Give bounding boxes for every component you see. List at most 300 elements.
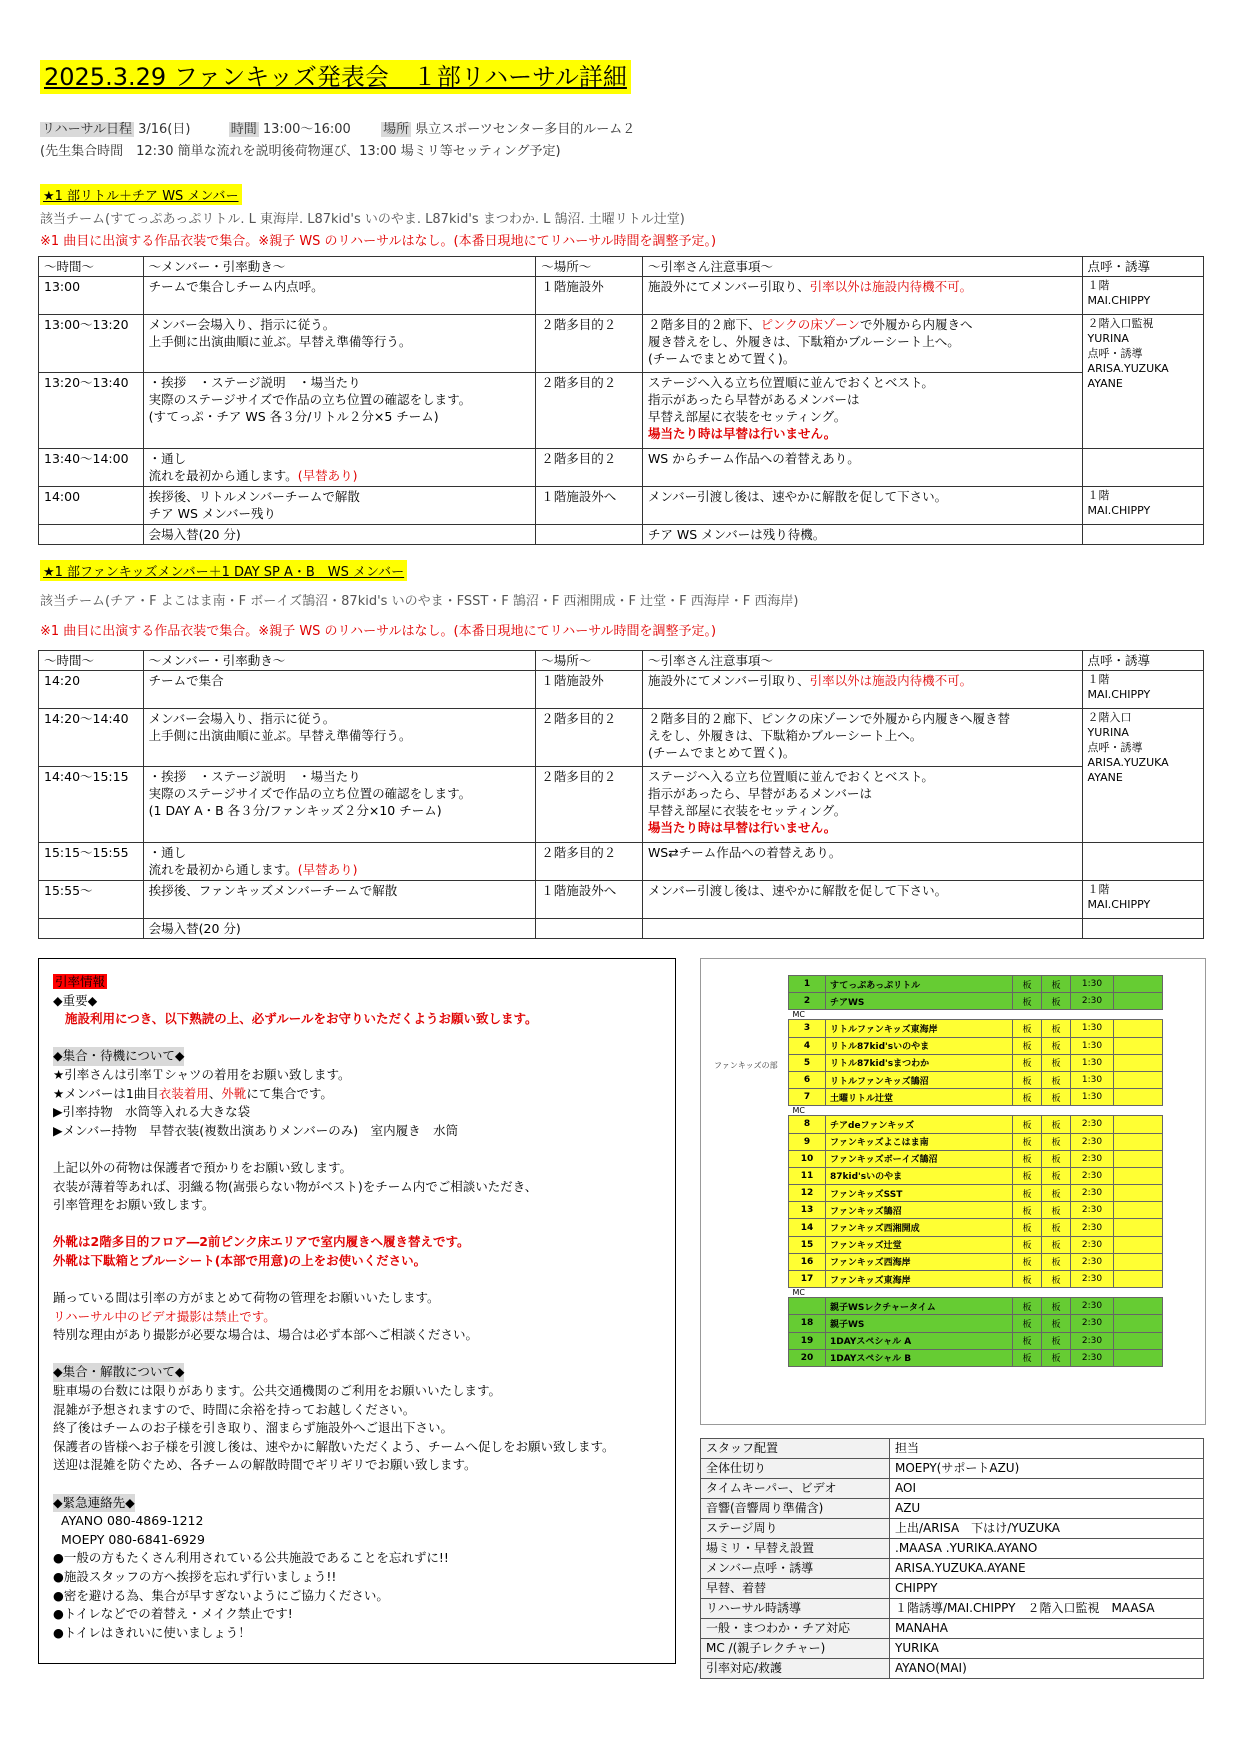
program-row <box>789 1315 1163 1332</box>
cell-note: 施設外にてメンバー引取り、引率以外は施設内待機不可。 <box>642 671 1082 709</box>
cell-move: メンバー会場入り、指示に従う。 上手側に出演曲順に並ぶ。早替え準備等行う。 <box>143 709 536 767</box>
cell-staff: ２階入口監視 YURINA 点呼・誘導 ARISA.YUZUKA AYANE <box>1082 315 1203 449</box>
program-stage-in: 板 <box>1013 1315 1042 1332</box>
program-blank <box>1114 1271 1163 1288</box>
program-number: 14 <box>789 1219 826 1236</box>
staff-row <box>701 1599 1204 1619</box>
table-row <box>39 277 1204 315</box>
cell-staff: １階 MAI.CHIPPY <box>1082 277 1203 315</box>
mc-label: MC <box>789 1010 1163 1020</box>
staff-role: ステージ周り <box>701 1519 890 1539</box>
staff-row <box>701 1459 1204 1479</box>
staff-person: CHIPPY <box>890 1579 1204 1599</box>
program-name: ファンキッズボーイズ鵠沼 <box>826 1150 1013 1167</box>
program-duration: 2:30 <box>1071 1133 1114 1150</box>
program-stage-out: 板 <box>1042 1315 1071 1332</box>
program-name: 87kid'sいのやま <box>826 1167 1013 1184</box>
cell-time: 14:40〜15:15 <box>39 767 144 843</box>
cell-time: 13:20〜13:40 <box>39 373 144 449</box>
program-blank <box>1114 1349 1163 1366</box>
place-label: 場所 <box>383 122 410 137</box>
program-number: 12 <box>789 1185 826 1202</box>
time-label: 時間 <box>230 122 257 137</box>
mc-label: MC <box>789 1288 1163 1298</box>
mc-row <box>789 1288 1163 1298</box>
cell-move: ・挨拶 ・ステージ説明 ・場当たり 実際のステージサイズで作品の立ち位置の確認をします。 (1 DAY A・B 各３分/ファンキッズ２分×10 チーム) <box>143 767 536 843</box>
cell-note: チア WS メンバーは残り待機。 <box>642 525 1082 545</box>
cell-note: メンバー引渡し後は、速やかに解散を促して下さい。 <box>642 881 1082 919</box>
program-row <box>789 1089 1163 1106</box>
program-blank <box>1114 993 1163 1010</box>
table-row <box>39 881 1204 919</box>
program-duration: 2:30 <box>1071 1298 1114 1315</box>
program-name: リトルファンキッズ東海岸 <box>826 1020 1013 1037</box>
dismiss-line: 終了後はチームのお子様を引き取り、溜まらず施設外へご退出下さい。 <box>53 1420 454 1436</box>
program-duration: 2:30 <box>1071 1185 1114 1202</box>
header-place: 〜場所〜 <box>536 651 643 671</box>
program-row <box>789 1150 1163 1167</box>
rehearsal-info <box>40 118 635 137</box>
program-blank <box>1114 1219 1163 1236</box>
program-stage-in: 板 <box>1013 1219 1042 1236</box>
program-stage-in: 板 <box>1013 1253 1042 1270</box>
program-blank <box>1114 1116 1163 1133</box>
cell-place: ２階多目的２ <box>536 315 643 373</box>
program-duration: 2:30 <box>1071 1202 1114 1219</box>
program-duration: 1:30 <box>1071 1089 1114 1106</box>
cell-move: ・挨拶 ・ステージ説明 ・場当たり 実際のステージサイズで作品の立ち位置の確認をします。 (すてっぷ・チア WS 各３分/リトル２分×5 チーム) <box>143 373 536 449</box>
table-row <box>39 709 1204 767</box>
program-number: 20 <box>789 1349 826 1366</box>
dismiss-line: 保護者の皆様へお子様を引渡し後は、速やかに解散いただくよう、チームへ促しをお願い致します。 <box>53 1438 615 1454</box>
program-stage-in: 板 <box>1013 1202 1042 1219</box>
program-stage-out: 板 <box>1042 1020 1071 1037</box>
program-stage-in: 板 <box>1013 1020 1042 1037</box>
program-duration: 1:30 <box>1071 976 1114 993</box>
program-stage-out: 板 <box>1042 1202 1071 1219</box>
cell-note: WS⇄チーム作品への着替えあり。 <box>642 843 1082 881</box>
cell-time: 15:15〜15:55 <box>39 843 144 881</box>
program-stage-out: 板 <box>1042 1332 1071 1349</box>
program-blank <box>1114 1202 1163 1219</box>
program-name: 親子WS <box>826 1315 1013 1332</box>
staff-person: AYANO(MAI) <box>890 1659 1204 1679</box>
cell-staff: １階 MAI.CHIPPY <box>1082 881 1203 919</box>
dismiss-line: 駐車場の台数には限りがあります。公共交通機関のご利用をお願いいたします。 <box>53 1383 502 1399</box>
program-blank <box>1114 1185 1163 1202</box>
cell-note: ステージへ入る立ち位置順に並んでおくとベスト。 指示があったら早替があるメンバーは 早替え部屋に衣装をセッティング。 場当たり時は早替は行いません。 <box>642 373 1082 449</box>
table-row <box>39 843 1204 881</box>
program-stage-out: 板 <box>1042 1185 1071 1202</box>
program-blank <box>1114 1089 1163 1106</box>
cell-time: 14:00 <box>39 487 144 525</box>
members-line: ★メンバーは1曲目衣装着用、外靴にて集合です。 <box>53 1085 333 1101</box>
program-number: 19 <box>789 1332 826 1349</box>
cell-note: WS からチーム作品への着替えあり。 <box>642 449 1082 487</box>
rule-line: ●トイレなどでの着替え・メイク禁止です! <box>53 1606 293 1622</box>
program-number: 13 <box>789 1202 826 1219</box>
section1-schedule-table <box>38 256 1204 545</box>
program-stage-in: 板 <box>1013 1236 1042 1253</box>
program-row <box>789 1202 1163 1219</box>
program-number: 15 <box>789 1236 826 1253</box>
cell-time: 13:00 <box>39 277 144 315</box>
staff-role: MC /(親子レクチャー) <box>701 1639 890 1659</box>
program-row <box>789 1349 1163 1366</box>
program-stage-in: 板 <box>1013 1089 1042 1106</box>
program-stage-in: 板 <box>1013 1054 1042 1071</box>
header-staff: 点呼・誘導 <box>1082 651 1203 671</box>
program-name: ファンキッズ西湘開成 <box>826 1219 1013 1236</box>
table-row <box>39 919 1204 939</box>
dismiss-heading: ◆集合・解散について◆ <box>53 1363 184 1382</box>
shoes-line: 外靴は下駄箱とブルーシート(本部で用意)の上をお使いください。 <box>53 1252 427 1268</box>
program-stage-in: 板 <box>1013 1150 1042 1167</box>
program-name: ファンキッズ西海岸 <box>826 1253 1013 1270</box>
program-stage-in: 板 <box>1013 1133 1042 1150</box>
program-duration: 1:30 <box>1071 1071 1114 1088</box>
gather-heading: ◆集合・待機について◆ <box>53 1047 184 1066</box>
program-stage-in: 板 <box>1013 976 1042 993</box>
program-blank <box>1114 1150 1163 1167</box>
program-blank <box>1114 1167 1163 1184</box>
program-name: 1DAYスペシャル A <box>826 1332 1013 1349</box>
rehearsal-time: 13:00〜16:00 <box>262 122 351 137</box>
staff-person: MANAHA <box>890 1619 1204 1639</box>
program-duration: 2:30 <box>1071 1167 1114 1184</box>
header-move: 〜メンバー・引率動き〜 <box>143 651 536 671</box>
rule-line: ●トイレはきれいに使いましょう！ <box>53 1624 251 1640</box>
program-duration: 2:30 <box>1071 1315 1114 1332</box>
staff-role: 全体仕切り <box>701 1459 890 1479</box>
program-stage-out: 板 <box>1042 1133 1071 1150</box>
program-stage-out: 板 <box>1042 993 1071 1010</box>
mc-row <box>789 1106 1163 1116</box>
program-blank <box>1114 1315 1163 1332</box>
staff-header-role: スタッフ配置 <box>701 1439 890 1459</box>
table-header-row <box>39 257 1204 277</box>
program-duration: 2:30 <box>1071 1332 1114 1349</box>
program-duration: 2:30 <box>1071 1253 1114 1270</box>
program-duration: 2:30 <box>1071 993 1114 1010</box>
program-name: ファンキッズ東海岸 <box>826 1271 1013 1288</box>
cell-time: 15:55〜 <box>39 881 144 919</box>
program-duration: 2:30 <box>1071 1150 1114 1167</box>
program-name: リトルファンキッズ鵠沼 <box>826 1071 1013 1088</box>
staff-row <box>701 1579 1204 1599</box>
program-row <box>789 976 1163 993</box>
program-stage-in: 板 <box>1013 1298 1042 1315</box>
program-number: 3 <box>789 1020 826 1037</box>
table-row <box>39 767 1204 843</box>
section2-notice: ※1 曲目に出演する作品衣装で集合。※親子 WS のリハーサルはなし。(本番日現地にてリハーサル時間を調整予定。) <box>40 624 717 639</box>
cell-time: 13:40〜14:00 <box>39 449 144 487</box>
cell-note: ステージへ入る立ち位置順に並んでおくとベスト。 指示があったら、早替があるメンバーは 早替え部屋に衣装をセッティング。 場当たり時は早替は行いません。 <box>642 767 1082 843</box>
staff-row <box>701 1519 1204 1539</box>
program-blank <box>1114 976 1163 993</box>
program-row <box>789 1133 1163 1150</box>
contact-line: MOEPY 080-6841-6929 <box>61 1531 205 1547</box>
program-blank <box>1114 1253 1163 1270</box>
program-name: すてっぷあっぷリトル <box>826 976 1013 993</box>
staff-role: 場ミリ・早替え設置 <box>701 1539 890 1559</box>
program-blank <box>1114 1071 1163 1088</box>
rehearsal-date: 3/16(日) <box>138 122 191 137</box>
para-line: 衣装が薄着等あれば、羽織る物(嵩張らない物がベスト)をチーム内でご相談いただき、 <box>53 1178 538 1194</box>
staff-role: 引率対応/救護 <box>701 1659 890 1679</box>
cell-note: ２階多目的２廊下、ピンクの床ゾーンで外履から内履きへ 履き替えをし、外履きは、下駄箱かブルーシート上へ。 (チームでまとめて置く)。 <box>642 315 1082 373</box>
program-stage-out: 板 <box>1042 1298 1071 1315</box>
cell-place: １階施設外へ <box>536 487 643 525</box>
program-name: リトル87kid'sいのやま <box>826 1037 1013 1054</box>
program-row <box>789 1167 1163 1184</box>
staff-person: .MAASA .YURIKA.AYANO <box>890 1539 1204 1559</box>
cell-move: ・通し 流れを最初から通します。(早替あり) <box>143 449 536 487</box>
program-blank <box>1114 1133 1163 1150</box>
staff-role: 音響(音響周り準備含) <box>701 1499 890 1519</box>
staff-person: １階誘導/MAI.CHIPPY ２階入口監視 MAASA <box>890 1599 1204 1619</box>
cell-move: 挨拶後、リトルメンバーチームで解散 チア WS メンバー残り <box>143 487 536 525</box>
staff-person: AOI <box>890 1479 1204 1499</box>
emergency-heading: ◆緊急連絡先◆ <box>53 1494 135 1513</box>
program-row <box>789 1236 1163 1253</box>
program-blank <box>1114 1020 1163 1037</box>
cell-move: チームで集合しチーム内点呼。 <box>148 279 324 294</box>
program-duration: 1:30 <box>1071 1037 1114 1054</box>
staff-person: 上出/ARISA 下はけ/YUZUKA <box>890 1519 1204 1539</box>
contact-line: AYANO 080-4869-1212 <box>61 1513 204 1529</box>
para-line: 引率管理をお願い致します。 <box>53 1197 215 1213</box>
program-stage-out: 板 <box>1042 1253 1071 1270</box>
header-note: 〜引率さん注意事項〜 <box>642 651 1082 671</box>
program-stage-out: 板 <box>1042 1054 1071 1071</box>
program-blank <box>1114 1298 1163 1315</box>
cell-note: ２階多目的２廊下、ピンクの床ゾーンで外履から内履きへ履き替 えをし、外履きは、下駄箱かブルーシート上へ。 (チームでまとめて置く)。 <box>642 709 1082 767</box>
cell-staff: ２階入口 YURINA 点呼・誘導 ARISA.YUZUKA AYANE <box>1082 709 1203 843</box>
program-number: 7 <box>789 1089 826 1106</box>
program-name: リトル87kid'sまつわか <box>826 1054 1013 1071</box>
table-row <box>39 671 1204 709</box>
dismiss-line: 混雑が予想されますので、時間に余裕を持ってお越しください。 <box>53 1401 416 1417</box>
section2-teams: 該当チーム(チア・F よこはま南・F ボーイズ鵠沼・87kid's いのやま・FSST・F 鵠沼・F 西湘開成・F 辻堂・F 西海岸・F 西海岸) <box>40 594 799 609</box>
program-stage-out: 板 <box>1042 1071 1071 1088</box>
program-duration: 2:30 <box>1071 1116 1114 1133</box>
program-row <box>789 1116 1163 1133</box>
staff-role: メンバー点呼・誘導 <box>701 1559 890 1579</box>
program-stage-in: 板 <box>1013 1037 1042 1054</box>
program-stage-out: 板 <box>1042 1271 1071 1288</box>
program-duration: 2:30 <box>1071 1236 1114 1253</box>
program-stage-in: 板 <box>1013 993 1042 1010</box>
teacher-note: (先生集合時間 12:30 簡単な流れを説明後荷物運び、13:00 場ミリ等セッティング予定) <box>40 144 561 159</box>
program-name: 1DAYスペシャル B <box>826 1349 1013 1366</box>
program-row <box>789 1020 1163 1037</box>
program-number: 1 <box>789 976 826 993</box>
cell-place: ２階多目的２ <box>536 373 643 449</box>
staff-row <box>701 1559 1204 1579</box>
program-name: チアWS <box>826 993 1013 1010</box>
cell-move: 会場入替(20 分) <box>143 525 536 545</box>
program-stage-out: 板 <box>1042 1236 1071 1253</box>
important-heading: ◆重要◆ <box>53 992 98 1008</box>
header-time: 〜時間〜 <box>39 651 144 671</box>
staff-role: 一般・まつわか・チア対応 <box>701 1619 890 1639</box>
table-row <box>39 315 1204 373</box>
program-stage-in: 板 <box>1013 1071 1042 1088</box>
program-number <box>789 1298 826 1315</box>
program-stage-in: 板 <box>1013 1271 1042 1288</box>
important-text: 施設利用につき、以下熟読の上、必ずルールをお守りいただくようお願い致します。 <box>65 1011 538 1027</box>
program-name: 親子WSレクチャータイム <box>826 1298 1013 1315</box>
program-stage-out: 板 <box>1042 1219 1071 1236</box>
program-number: 9 <box>789 1133 826 1150</box>
staff-row <box>701 1479 1204 1499</box>
table-row <box>39 373 1204 449</box>
program-blank <box>1114 1236 1163 1253</box>
header-place: 〜場所〜 <box>536 257 643 277</box>
page-title: 2025.3.29 ファンキッズ発表会 １部リハーサル詳細 <box>40 60 631 94</box>
staff-person: ARISA.YUZUKA.AYANE <box>890 1559 1204 1579</box>
staff-row <box>701 1659 1204 1679</box>
header-note: 〜引率さん注意事項〜 <box>642 257 1082 277</box>
program-stage-out: 板 <box>1042 1089 1071 1106</box>
program-row <box>789 1253 1163 1270</box>
staff-person: MOEPY(サポートAZU) <box>890 1459 1204 1479</box>
program-stage-out: 板 <box>1042 1167 1071 1184</box>
guide-tag: 引率情報 <box>55 974 106 989</box>
cell-staff: １階 MAI.CHIPPY <box>1082 487 1203 525</box>
program-name: チアdeファンキッズ <box>826 1116 1013 1133</box>
section2-schedule-table <box>38 650 1204 939</box>
cell-note: メンバー引渡し後は、速やかに解散を促して下さい。 <box>642 487 1082 525</box>
cell-note: 施設外にてメンバー引取り、引率以外は施設内待機不可。 <box>642 277 1082 315</box>
staff-row <box>701 1499 1204 1519</box>
staff-role: 早替、着替 <box>701 1579 890 1599</box>
program-duration: 1:30 <box>1071 1054 1114 1071</box>
program-row <box>789 1071 1163 1088</box>
program-stage-out: 板 <box>1042 1037 1071 1054</box>
program-duration: 2:30 <box>1071 1271 1114 1288</box>
shoes-line: 外靴は2階多目的フロア―2前ピンク床エリアで室内履きへ履き替えです。 <box>53 1234 470 1250</box>
table-row <box>39 449 1204 487</box>
program-row <box>789 993 1163 1010</box>
program-number: 10 <box>789 1150 826 1167</box>
mc-label: MC <box>789 1106 1163 1116</box>
program-name: ファンキッズ鵠沼 <box>826 1202 1013 1219</box>
program-table <box>788 975 1163 1367</box>
program-number: 11 <box>789 1167 826 1184</box>
section-label: ファンキッズの部 <box>714 1061 778 1070</box>
cell-place: １階施設外 <box>536 671 643 709</box>
program-number: 17 <box>789 1271 826 1288</box>
program-duration: 2:30 <box>1071 1349 1114 1366</box>
rule-line: ●施設スタッフの方へ挨拶を忘れず行いましょう!! <box>53 1569 337 1584</box>
section1-heading: ★1 部リトル＋チア WS メンバー <box>40 184 242 205</box>
staff-person: AZU <box>890 1499 1204 1519</box>
program-number: 2 <box>789 993 826 1010</box>
staff-role: タイムキーパー、ビデオ <box>701 1479 890 1499</box>
program-row <box>789 1037 1163 1054</box>
rule-line: ●一般の方もたくさん利用されている公共施設であることを忘れずに!! <box>53 1550 449 1566</box>
cell-move: チームで集合 <box>143 671 536 709</box>
program-row <box>789 1332 1163 1349</box>
program-stage-in: 板 <box>1013 1167 1042 1184</box>
table-header-row <box>39 651 1204 671</box>
program-stage-out: 板 <box>1042 976 1071 993</box>
rehearsal-label: リハーサル日程 <box>42 122 132 137</box>
program-number: 16 <box>789 1253 826 1270</box>
rehearsal-place: 県立スポーツセンター多目的ルーム２ <box>415 122 636 137</box>
mc-row <box>789 1010 1163 1020</box>
para-line: 踊っている間は引率の方がまとめて荷物の管理をお願いいたします。 <box>53 1290 440 1306</box>
program-row <box>789 1271 1163 1288</box>
cell-time: 14:20〜14:40 <box>39 709 144 767</box>
program-name: ファンキッズSST <box>826 1185 1013 1202</box>
program-number: 4 <box>789 1037 826 1054</box>
items-line: ▶引率持物 水筒等入れる大きな袋 <box>53 1104 251 1120</box>
header-move: 〜メンバー・引率動き〜 <box>143 257 536 277</box>
header-staff: 点呼・誘導 <box>1082 257 1203 277</box>
program-blank <box>1114 1332 1163 1349</box>
cell-place: ２階多目的２ <box>536 843 643 881</box>
staff-person: YURIKA <box>890 1639 1204 1659</box>
program-name: ファンキッズよこはま南 <box>826 1133 1013 1150</box>
program-blank <box>1114 1037 1163 1054</box>
program-name: ファンキッズ辻堂 <box>826 1236 1013 1253</box>
staff-table <box>700 1438 1204 1679</box>
program-stage-out: 板 <box>1042 1349 1071 1366</box>
staff-header-person: 担当 <box>890 1439 1204 1459</box>
header-time: 〜時間〜 <box>39 257 144 277</box>
program-duration: 1:30 <box>1071 1020 1114 1037</box>
staff-row <box>701 1539 1204 1559</box>
cell-time: 13:00〜13:20 <box>39 315 144 373</box>
staff-row <box>701 1619 1204 1639</box>
cell-move: メンバー会場入り、指示に従う。 上手側に出演曲順に並ぶ。早替え準備等行う。 <box>143 315 536 373</box>
section1-notice: ※1 曲目に出演する作品衣装で集合。※親子 WS のリハーサルはなし。(本番日現地にてリハーサル時間を調整予定。) <box>40 234 717 249</box>
video-ban: リハーサル中のビデオ撮影は禁止です。 <box>53 1308 276 1324</box>
cell-time: 14:20 <box>39 671 144 709</box>
table-row <box>39 487 1204 525</box>
program-stage-in: 板 <box>1013 1349 1042 1366</box>
table-row <box>39 525 1204 545</box>
program-blank <box>1114 1054 1163 1071</box>
cell-move: ・通し 流れを最初から通します。(早替あり) <box>143 843 536 881</box>
cell-move: 挨拶後、ファンキッズメンバーチームで解散 <box>143 881 536 919</box>
cell-place: １階施設外へ <box>536 881 643 919</box>
cell-move: 会場入替(20 分) <box>143 919 536 939</box>
cell-place: ２階多目的２ <box>536 449 643 487</box>
program-number: 8 <box>789 1116 826 1133</box>
program-stage-out: 板 <box>1042 1116 1071 1133</box>
cell-place: ２階多目的２ <box>536 767 643 843</box>
program-number: 6 <box>789 1071 826 1088</box>
cell-place: ２階多目的２ <box>536 709 643 767</box>
program-row <box>789 1054 1163 1071</box>
program-stage-in: 板 <box>1013 1332 1042 1349</box>
program-number: 5 <box>789 1054 826 1071</box>
program-duration: 2:30 <box>1071 1219 1114 1236</box>
dismiss-line: 送迎は混雑を防ぐため、各チームの解散時間でギリギリでお願い致します。 <box>53 1457 477 1473</box>
staff-header-row <box>701 1439 1204 1459</box>
section2-heading: ★1 部ファンキッズメンバー＋1 DAY SP A・B WS メンバー <box>40 560 407 581</box>
program-number: 18 <box>789 1315 826 1332</box>
program-stage-out: 板 <box>1042 1150 1071 1167</box>
program-stage-in: 板 <box>1013 1185 1042 1202</box>
para-line: 特別な理由があり撮影が必要な場合は、場合は必ず本部へご相談ください。 <box>53 1327 479 1343</box>
guide-notes-box <box>38 958 676 1664</box>
gather-line: ★引率さんは引率Ｔシャツの着用をお願い致します。 <box>53 1066 351 1082</box>
